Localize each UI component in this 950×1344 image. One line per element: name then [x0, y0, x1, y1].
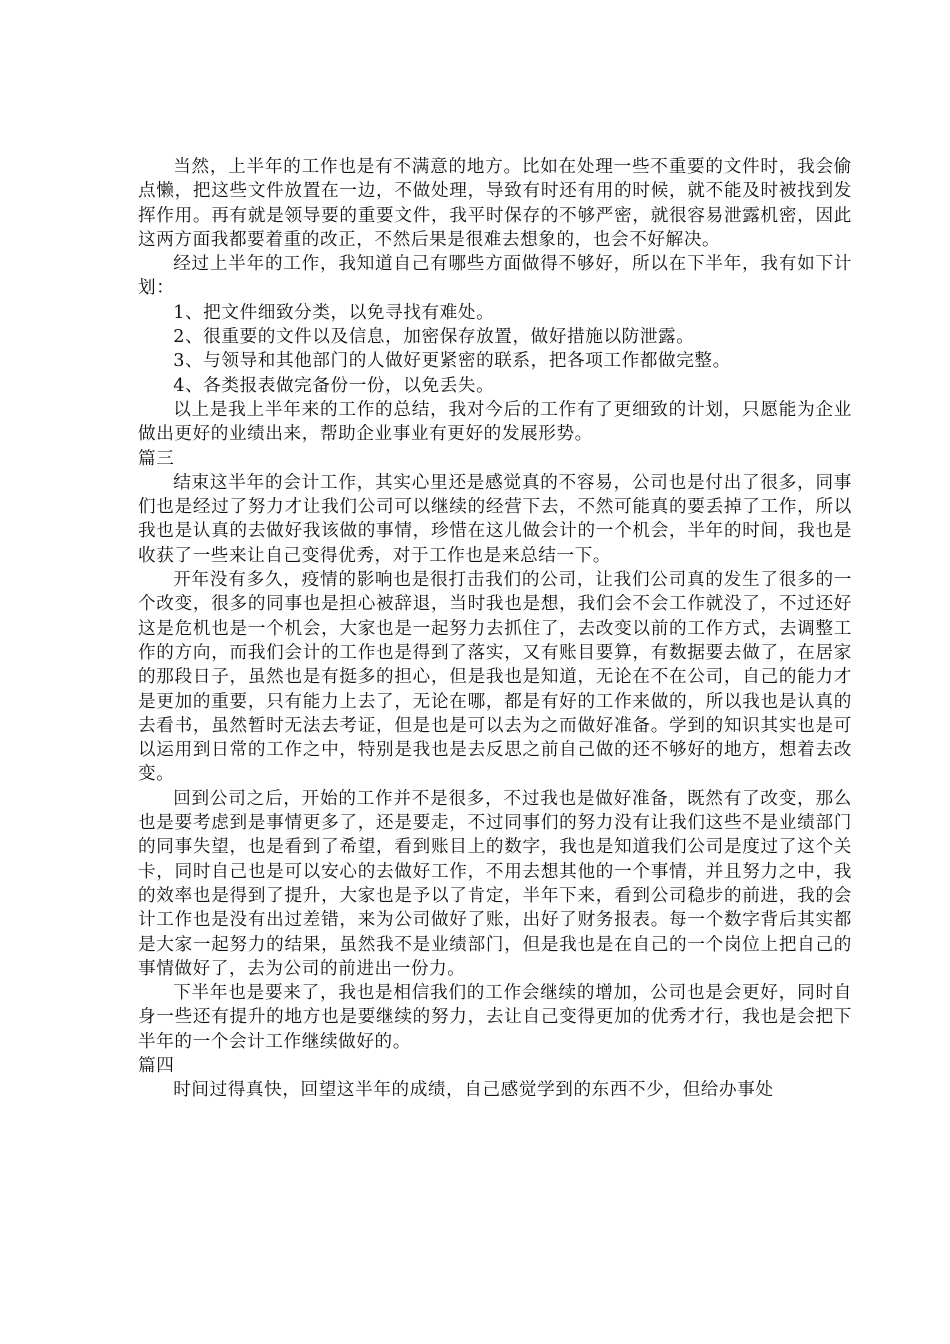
plan-item: 3、与领导和其他部门的人做好更紧密的联系，把各项工作都做完整。: [173, 351, 731, 372]
document-body: [138, 155, 852, 1103]
section-paragraph: 结束这半年的会计工作，其实心里还是感觉真的不容易，公司也是付出了很多，同事们也是经过了努力才让我们公司可以继续的经营下去，不然可能真的要丢掉了工作，所以我也是认真的去做好我该做的事情，珍惜在这儿做会计的一个机会，半年的时间，我也是收获了一些来让自己变得优秀，对于工作也是来总结一下。: [138, 472, 852, 566]
paragraph-plan-intro: 经过上半年的工作，我知道自己有哪些方面做得不够好，所以在下半年，我有如下计划：: [138, 254, 852, 299]
plan-item: 1、把文件细致分类，以免寻找有难处。: [173, 302, 495, 323]
section-paragraph: 回到公司之后，开始的工作并不是很多，不过我也是做好准备，既然有了改变，那么也是要考虑到是事情更多了，还是要走，不过同事们的努力没有让我们这些不是业绩部门的同事失望，也是看到了希望，看到账目上的数字，我也是知道我们公司是度过了这个关卡，同时自己也是可以安心的去做好工作，不用去想其他的一个事情，并且努力之中，我的效率也是得到了提升，大家也是予以了肯定，半年下来，看到公司稳步的前进，我的会计工作也是没有出过差错，来为公司做好了账，出好了财务报表。每一个数字背后其实都是大家一起努力的结果，虽然我不是业绩部门，但是我也是在自己的一个岗位上把自己的事情做好了，去为公司的前进出一份力。: [138, 788, 852, 979]
section-paragraph: 开年没有多久，疫情的影响也是很打击我们的公司，让我们公司真的发生了很多的一个改变，很多的同事也是担心被辞退，当时我也是想，我们会不会工作就没了，不过还好这是危机也是一个机会，大家也是一起努力去抓住了，去改变以前的工作方式，去调整工作的方向，而我们会计的工作也是得到了落实，又有账目要算，有数据要去做了，在居家的那段日子，虽然也是有挺多的担心，但是我也是知道，无论在不在公司，自己的能力才是更加的重要，只有能力上去了，无论在哪，都是有好的工作来做的，所以我也是认真的去看书，虽然暂时无法去考证，但是也是可以去为之而做好准备。学到的知识其实也是可以运用到日常的工作之中，特别是我也是去反思之前自己做的还不够好的地方，想着去改变。: [138, 570, 852, 785]
section-paragraph: 下半年也是要来了，我也是相信我们的工作会继续的增加，公司也是会更好，同时自身一些还有提升的地方也是要继续的努力，去让自己变得更加的优秀才行，我也是会把下半年的一个会计工作继续做好的。: [138, 983, 852, 1052]
plan-item: 2、很重要的文件以及信息，加密保存放置，做好措施以防泄露。: [173, 327, 695, 348]
section-heading: 篇三: [138, 448, 175, 469]
section-heading: 篇四: [138, 1055, 175, 1076]
paragraph-dissatisfaction: 当然，上半年的工作也是有不满意的地方。比如在处理一些不重要的文件时，我会偷点懒，把这些文件放置在一边，不做处理，导致有时还有用的时候，就不能及时被找到发挥作用。再有就是领导要的重要文件，我平时保存的不够严密，就很容易泄露机密，因此这两方面我都要着重的改正，不然后果是很难去想象的，也会不好解决。: [138, 157, 852, 250]
paragraph-summary: 以上是我上半年来的工作的总结，我对今后的工作有了更细致的计划，只愿能为企业做出更好的业绩出来，帮助企业事业有更好的发展形势。: [138, 399, 852, 445]
section-paragraph: 时间过得真快，回望这半年的成绩，自己感觉学到的东西不少，但给办事处: [173, 1080, 774, 1101]
plan-item: 4、各类报表做完备份一份，以免丢失。: [173, 375, 495, 396]
